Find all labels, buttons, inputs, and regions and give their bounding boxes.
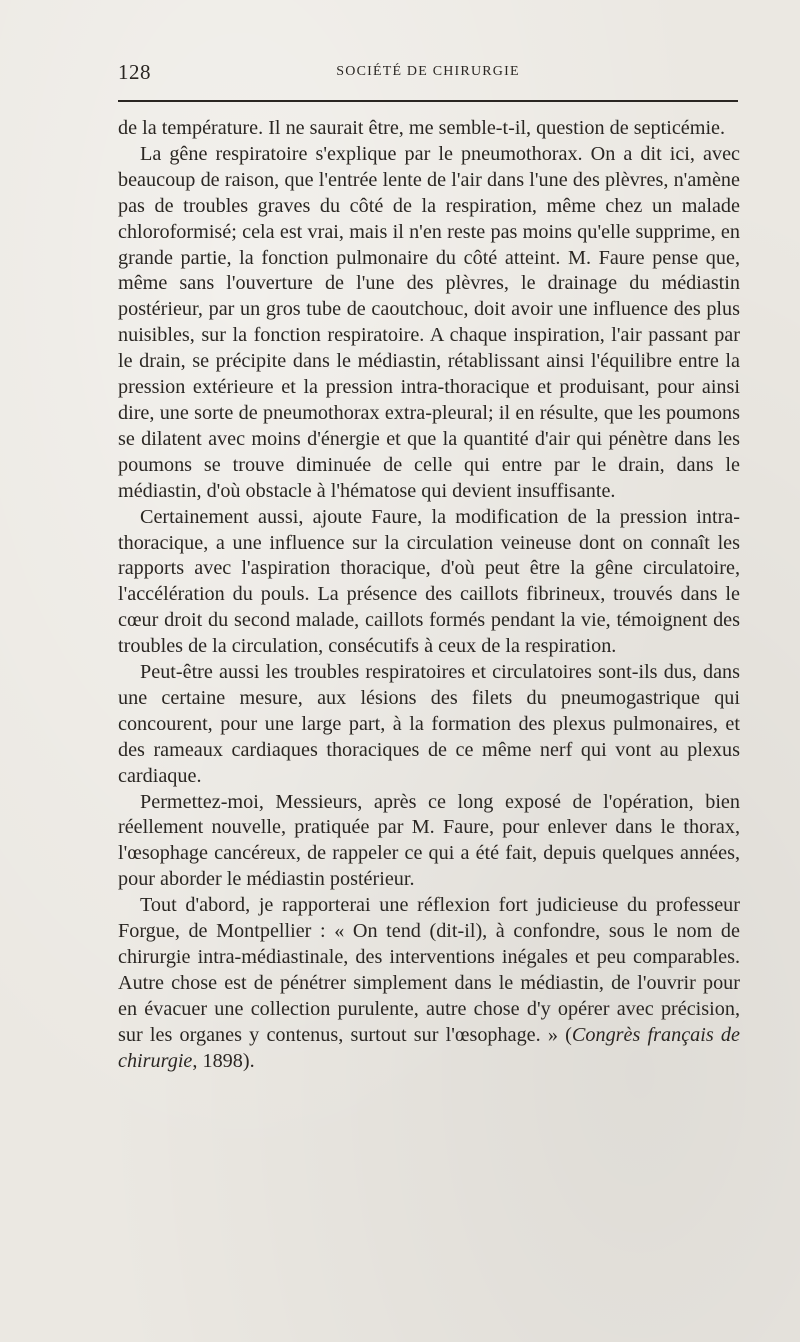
page-number: 128 xyxy=(118,60,151,84)
running-head: SOCIÉTÉ DE CHIRURGIE xyxy=(336,64,520,79)
paragraph-3: Peut-être aussi les troubles respiratoires et circulatoires sont-ils dus, dans une certaine mesure, aux lésions des filets du pneumogastrique qui concourent, pour une large part, à la formation des plexus pulmonaires, et des rameaux cardiaques thoraciques de ce même nerf qui vont au plexus cardiaque. xyxy=(118,661,740,787)
paragraph-1: La gêne respiratoire s'explique par le pneumothorax. On a dit ici, avec beaucoup de raison, que l'entrée lente de l'air dans l'une des plèvres, n'amène pas de troubles graves du côté de la respiration, même chez un malade chloroformisé; cela est vrai, mais il n'en reste pas moins qu'elle supprime, en grande partie, la fonction pulmonaire du côté atteint. M. Faure pense que, même sans l'ouverture de l'une des plèvres, le drainage du médiastin postérieur, par un gros tube de caoutchouc, doit avoir une influence des plus nuisibles, sur la fonction respiratoire. A chaque inspiration, l'air passant par le drain, se précipite dans le médiastin, rétablissant ainsi l'équilibre entre la pression extérieure et la pression intra-thoracique et produisant, pour ainsi dire, une sorte de pneumothorax extra-pleural; il en résulte, que les poumons se dilatent avec moins d'énergie et que la quantité d'air qui pénètre dans les poumons se trouve diminuée de celle qui entre par le drain, dans le médiastin, d'où obstacle à l'hématose qui devient insuffisante. xyxy=(118,142,740,502)
header-rule xyxy=(118,100,738,102)
paragraph-0: de la température. Il ne saurait être, me semble-t-il, question de septicémie. xyxy=(118,117,726,139)
paragraph-5-text: Tout d'abord, je rapporterai une réflexion fort judicieuse du professeur Forgue, de Montpellier : « On tend (dit-il), à confondre, sous le nom de chirurgie intra-médiastinale, des interventions inégales et peu comparables. Autre chose est de pénétrer simplement dans le médiastin, de l'ouvrir pour en évacuer une collection purulente, autre chose d'y opérer avec précision, sur les organes y contenus, surtout sur l'œsophage. » ( xyxy=(118,894,740,1046)
paragraph-2: Certainement aussi, ajoute Faure, la modification de la pression intra-thoracique, a une influence sur la circulation veineuse dont on connaît les rapports avec l'aspiration thoracique, d'où peut être la gêne circulatoire, l'accélération du pouls. La présence des caillots fibrineux, trouvés dans le cœur droit du second malade, caillots formés pendant la vie, témoignent des troubles de la circulation, consécutifs à ceux de la respiration. xyxy=(118,505,740,658)
paragraph-4: Permettez-moi, Messieurs, après ce long exposé de l'opération, bien réellement nouvelle, pratiquée par M. Faure, pour enlever dans le thorax, l'œsophage cancéreux, de rappeler ce qui a été fait, depuis quelques années, pour aborder le médiastin postérieur. xyxy=(118,790,740,891)
citation-title: Congrès français de chirurgie xyxy=(118,1023,740,1072)
page-header xyxy=(118,60,738,90)
paragraph-5 xyxy=(118,893,740,1074)
citation-tail: , 1898). xyxy=(192,1049,255,1072)
body-text xyxy=(118,116,740,1075)
